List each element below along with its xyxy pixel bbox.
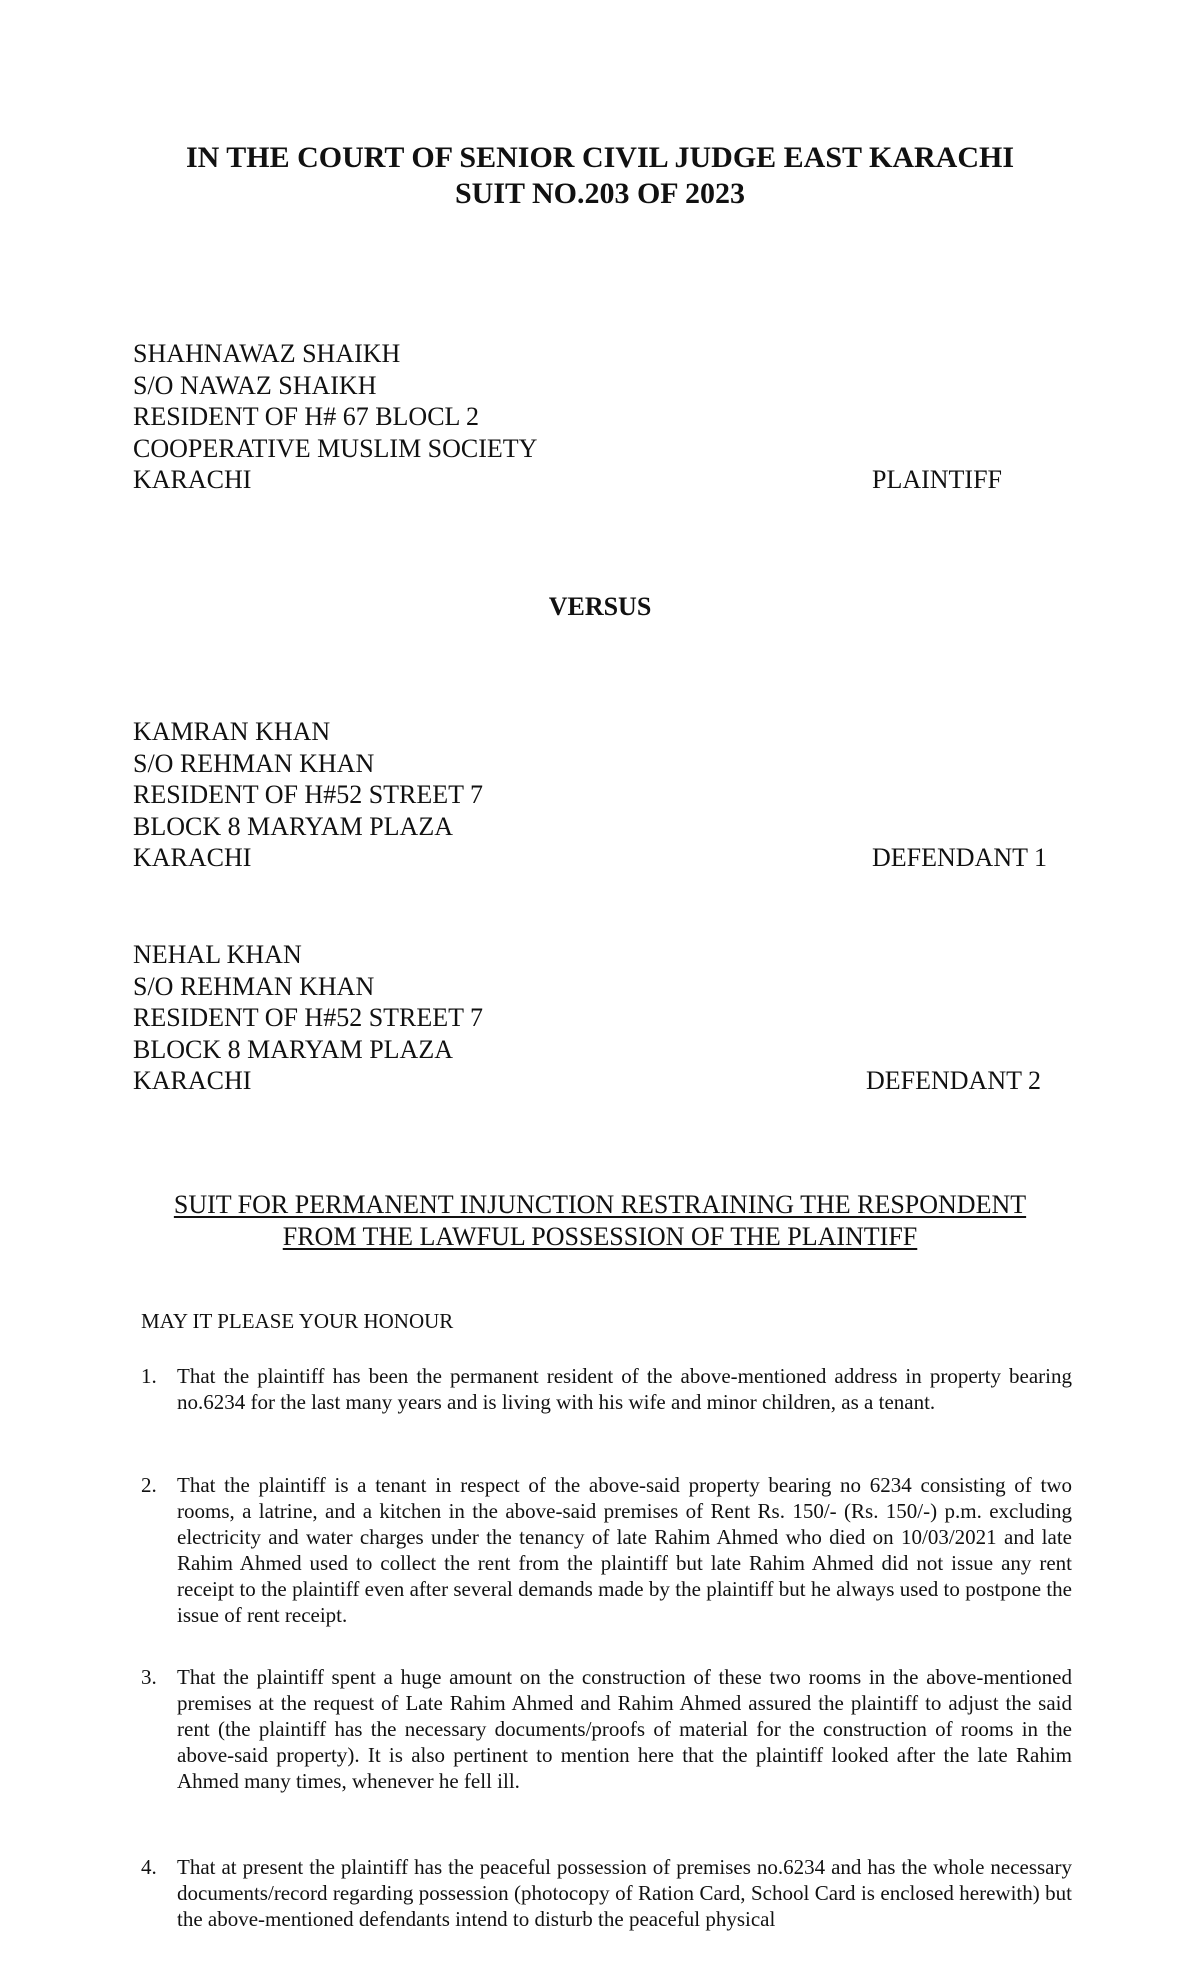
defendant2-block — [133, 939, 483, 1097]
plaintiff-city: KARACHI — [133, 465, 252, 494]
court-name: IN THE COURT OF SENIOR CIVIL JUDGE EAST KARACHI — [185, 141, 1015, 174]
defendant2-address-line: RESIDENT OF H#52 STREET 7 — [133, 1003, 484, 1032]
paragraph-number: 3. — [141, 1665, 157, 1689]
defendant1-city: KARACHI — [133, 843, 252, 872]
defendant1-name: KAMRAN KHAN — [133, 717, 331, 746]
plaintiff-name: SHAHNAWAZ SHAIKH — [133, 339, 401, 368]
defendant2-role-label: DEFENDANT 2 — [866, 1066, 1042, 1095]
court-header — [0, 140, 1200, 212]
plaintiff-parentage: S/O NAWAZ SHAIKH — [133, 370, 377, 400]
paragraph-4 — [141, 1854, 1072, 1932]
suit-heading — [0, 1189, 1200, 1252]
paragraph-number: 4. — [141, 1855, 157, 1879]
paragraph-text: That the plaintiff is a tenant in respect of the above-said property bearing no 6234 consisting of two rooms, a latrine, and a kitchen in the above-said premises of Rent Rs. 150/- (Rs. 150/-) p.m. excluding electricity and water charges under the tenancy of late Rahim Ahmed who died on 10/03/2021 and late Rahim Ahmed used to collect the rent from the plaintiff but late Rahim Ahmed did not issue any rent receipt to the plaintiff even after several demands made by the plaintiff but he always used to postpone the issue of rent receipt. — [177, 1473, 1072, 1627]
suit-heading-line: SUIT FOR PERMANENT INJUNCTION RESTRAINING THE RESPONDENT — [173, 1190, 1027, 1219]
plaintiff-block — [133, 338, 537, 496]
paragraph-1 — [141, 1363, 1072, 1415]
defendant1-role-label: DEFENDANT 1 — [872, 843, 1048, 872]
suit-heading-line: FROM THE LAWFUL POSSESSION OF THE PLAINTIFF — [282, 1221, 918, 1251]
paragraph-text: That the plaintiff spent a huge amount on the construction of these two rooms in the above-mentioned premises at the request of Late Rahim Ahmed and Rahim Ahmed assured the plaintiff to adjust the said rent (the plaintiff has the necessary documents/proofs of material for the construction of rooms in the above-said property). It is also pertinent to mention here that the plaintiff looked after the late Rahim Ahmed many times, whenever he fell ill. — [177, 1665, 1072, 1793]
defendant2-city: KARACHI — [133, 1066, 252, 1095]
paragraph-number: 1. — [141, 1364, 157, 1388]
suit-number: SUIT NO.203 OF 2023 — [454, 177, 746, 210]
defendant1-address-line: BLOCK 8 MARYAM PLAZA — [133, 811, 453, 841]
plaintiff-role-label: PLAINTIFF — [872, 465, 1003, 494]
paragraph-text: That at present the plaintiff has the peaceful possession of premises no.6234 and has the whole necessary documents/record regarding possession (photocopy of Ration Card, School Card is enclosed herewith) but the above-mentioned defendants intend to disturb the peaceful physical — [177, 1855, 1072, 1931]
defendant1-address-line: RESIDENT OF H#52 STREET 7 — [133, 780, 484, 809]
paragraph-text: That the plaintiff has been the permanent resident of the above-mentioned address in property bearing no.6234 for the last many years and is living with his wife and minor children, as a tenant. — [177, 1364, 1072, 1414]
paragraph-number: 2. — [141, 1473, 157, 1497]
paragraph-2 — [141, 1472, 1072, 1628]
salutation: MAY IT PLEASE YOUR HONOUR — [141, 1309, 454, 1333]
versus-label: VERSUS — [548, 592, 652, 621]
plaintiff-address-line: COOPERATIVE MUSLIM SOCIETY — [133, 433, 538, 463]
paragraph-3 — [141, 1664, 1072, 1794]
defendant1-parentage: S/O REHMAN KHAN — [133, 748, 375, 778]
defendant2-address-line: BLOCK 8 MARYAM PLAZA — [133, 1034, 453, 1064]
defendant2-name: NEHAL KHAN — [133, 940, 302, 969]
defendant1-block — [133, 716, 483, 874]
plaintiff-address-line: RESIDENT OF H# 67 BLOCL 2 — [133, 402, 479, 431]
defendant2-parentage: S/O REHMAN KHAN — [133, 971, 375, 1001]
